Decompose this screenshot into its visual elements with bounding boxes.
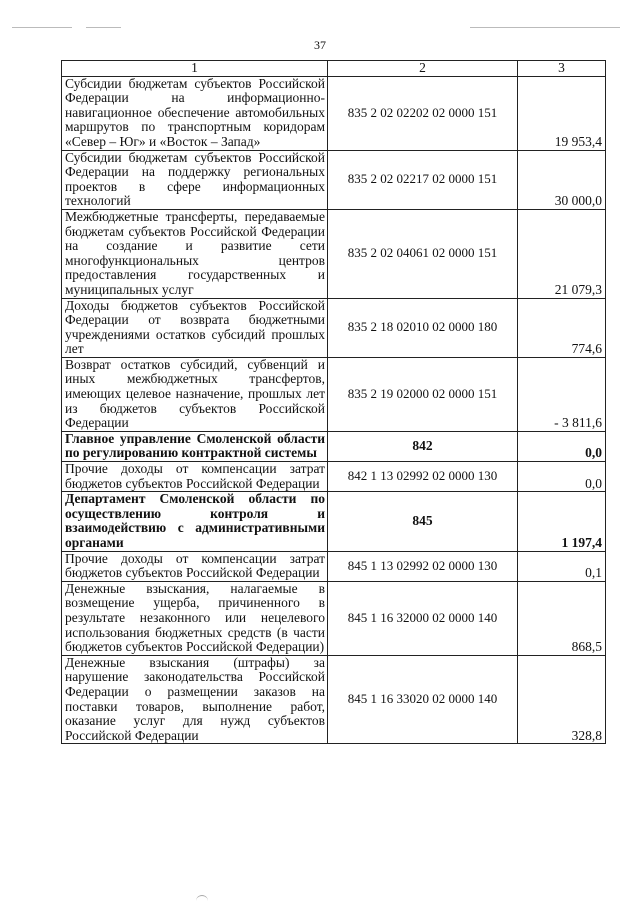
row-classification-code: 845: [328, 492, 518, 551]
scan-artifact: [470, 27, 620, 28]
table-row: [62, 298, 606, 357]
table-section-row: [62, 492, 606, 551]
row-description: Департамент Смоленской области по осуществлению контроля и взаимодействию с административными органами: [62, 492, 328, 551]
row-classification-code: 845 1 16 32000 02 0000 140: [328, 581, 518, 655]
table-row: [62, 209, 606, 298]
column-header-1: 1: [62, 61, 328, 77]
table-row: [62, 462, 606, 492]
row-classification-code: 835 2 02 02202 02 0000 151: [328, 76, 518, 150]
row-classification-code: 835 2 18 02010 02 0000 180: [328, 298, 518, 357]
table-row: [62, 551, 606, 581]
row-amount: 868,5: [518, 581, 606, 655]
row-amount: 21 079,3: [518, 209, 606, 298]
row-amount: 0,0: [518, 462, 606, 492]
row-description: Межбюджетные трансферты, передаваемые бюджетам субъектов Российской Федерации на создание и развитие сети многофункциональных центров предоставления государственных и муниципальных услуг: [62, 209, 328, 298]
table-row: [62, 76, 606, 150]
row-classification-code: 845 1 16 33020 02 0000 140: [328, 655, 518, 744]
row-amount: - 3 811,6: [518, 357, 606, 431]
scan-artifact: [12, 27, 72, 28]
scan-artifact: [196, 895, 208, 901]
table-row: [62, 581, 606, 655]
row-description: Прочие доходы от компенсации затрат бюджетов субъектов Российской Федерации: [62, 462, 328, 492]
row-description: Доходы бюджетов субъектов Российской Федерации от возврата бюджетными учреждениями остатков субсидий прошлых лет: [62, 298, 328, 357]
row-amount: 328,8: [518, 655, 606, 744]
row-amount: 0,1: [518, 551, 606, 581]
row-amount: 1 197,4: [518, 492, 606, 551]
table-row: [62, 357, 606, 431]
table-section-row: [62, 431, 606, 461]
row-classification-code: 835 2 02 04061 02 0000 151: [328, 209, 518, 298]
column-header-3: 3: [518, 61, 606, 77]
row-description: Субсидии бюджетам субъектов Российской Федерации на информационно-навигационное обеспечение автомобильных маршрутов по транспортным коридорам «Север – Юг» и «Восток – Запад»: [62, 76, 328, 150]
row-description: Денежные взыскания (штрафы) за нарушение законодательства Российской Федерации о размещении заказов на поставки товаров, выполнение работ, оказание услуг для нужд субъектов Российской Федерации: [62, 655, 328, 744]
row-description: Денежные взыскания, налагаемые в возмещение ущерба, причиненного в результате незаконного или нецелевого использования бюджетных средств (в части бюджетов субъектов Российской Федерации): [62, 581, 328, 655]
column-header-2: 2: [328, 61, 518, 77]
row-description: Главное управление Смоленской области по регулированию контрактной системы: [62, 431, 328, 461]
table-body: [62, 76, 606, 744]
row-amount: 0,0: [518, 431, 606, 461]
table-row: [62, 150, 606, 209]
budget-revenue-table: [61, 60, 606, 744]
page-number: 37: [314, 38, 326, 52]
row-classification-code: 842 1 13 02992 02 0000 130: [328, 462, 518, 492]
row-amount: 774,6: [518, 298, 606, 357]
row-classification-code: 835 2 02 02217 02 0000 151: [328, 150, 518, 209]
scan-artifact: [86, 27, 121, 28]
table-header-row: [62, 61, 606, 77]
row-classification-code: 842: [328, 431, 518, 461]
row-description: Прочие доходы от компенсации затрат бюджетов субъектов Российской Федерации: [62, 551, 328, 581]
table-row: [62, 655, 606, 744]
row-amount: 19 953,4: [518, 76, 606, 150]
row-classification-code: 845 1 13 02992 02 0000 130: [328, 551, 518, 581]
row-amount: 30 000,0: [518, 150, 606, 209]
row-description: Субсидии бюджетам субъектов Российской Федерации на поддержку региональных проектов в сфере информационных технологий: [62, 150, 328, 209]
row-description: Возврат остатков субсидий, субвенций и иных межбюджетных трансфертов, имеющих целевое назначение, прошлых лет из бюджетов субъектов Российской Федерации: [62, 357, 328, 431]
row-classification-code: 835 2 19 02000 02 0000 151: [328, 357, 518, 431]
